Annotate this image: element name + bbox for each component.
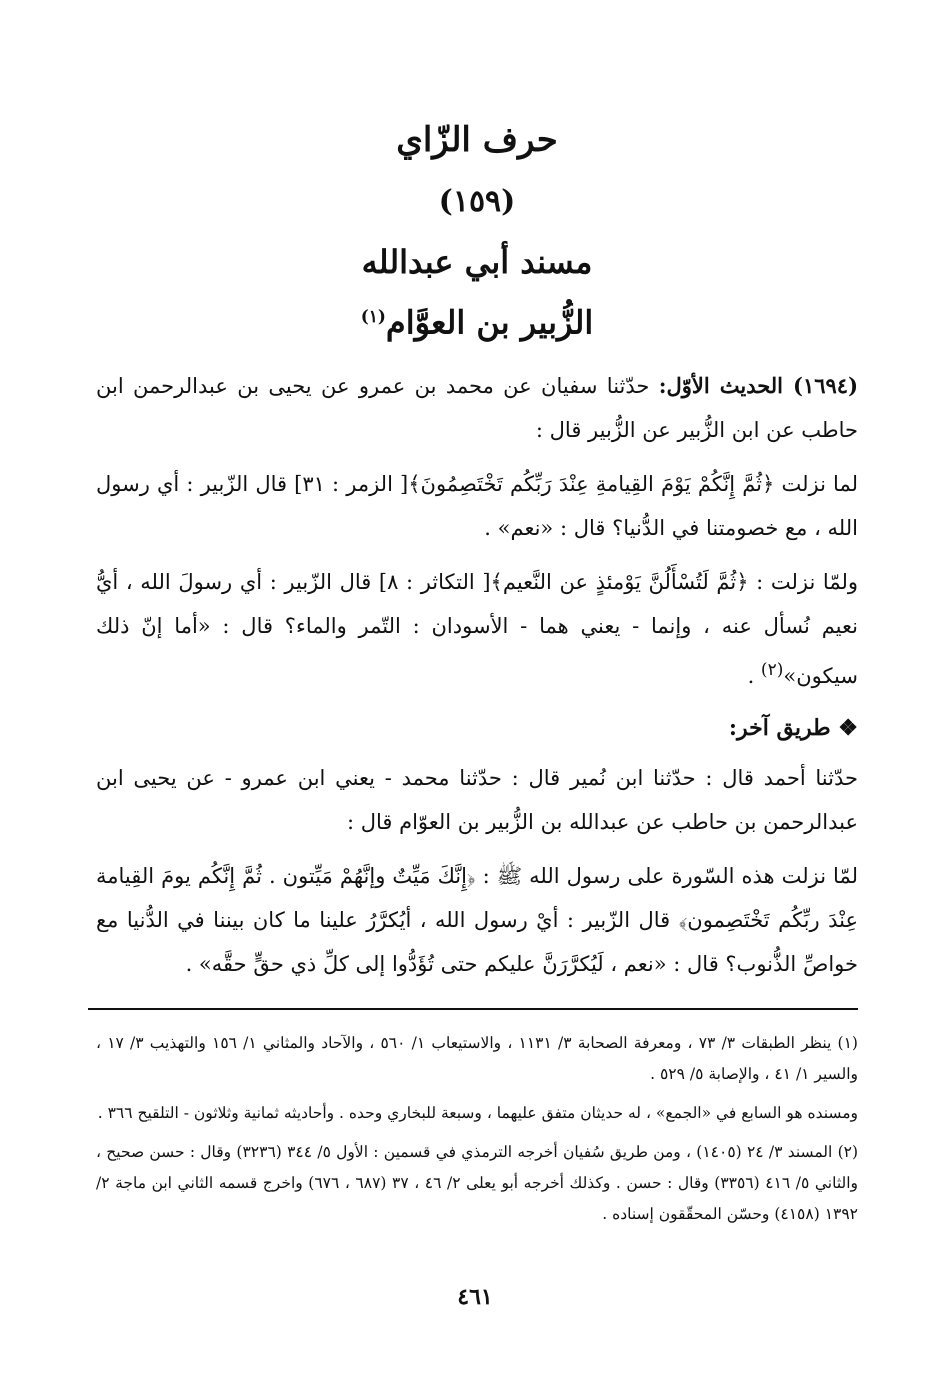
hadith-intro — [96, 364, 858, 452]
other-route-paragraph-1: حدّثنا أحمد قال : حدّثنا ابن نُمير قال : حدّثنا محمد - يعني ابن عمرو - عن يحيى ابن عبدالرحمن بن حاطب عن عبدالله بن الزُّبير بن العوّام قال : — [96, 765, 858, 834]
other-route-heading — [96, 708, 858, 748]
musnad-number: (١٥٩) — [438, 184, 516, 219]
companion-name — [96, 294, 858, 346]
hadith-label: (١٦٩٤) الحديث الأوّل: — [658, 372, 859, 398]
other-route-paragraph-2: لمّا نزلت هذه السّورة على رسول الله ﷺ : ﴿إِنَّكَ مَيِّتٌ وإنَّهُمْ مَيِّتون . ثُمَّ إِنَّكُم يومَ القِيامة عِنْدَ ربِّكُم تَخْتَصِمون﴾ قال الزّبير : أيْ رسول الله ، أيُكرَّرُ علينا ما كان بيننا في الدُّنيا مع خواصِّ الذُّنوب؟ قال : «نعم ، لَيُكرَّرَنَّ عليكم حتى تُؤَدُّوا إلى كلِّ ذي حقٍّ حقَّه» . — [96, 863, 858, 976]
chapter-heading: حرف الزّاي — [396, 120, 558, 160]
footnote-1-continued: ومسنده هو السابع في «الجمع» ، له حديثان متفق عليهما ، وسبعة للبخاري وحده . وأحاديثه ثمانية وثلاثون - التلقيح ٣٦٦ . — [97, 1103, 858, 1122]
footnote-1: (١) ينظر الطبقات ٣/ ٧٣ ، ومعرفة الصحابة ٣/ ١١٣١ ، والاستيعاب ١/ ٥٦٠ ، والآحاد والمثاني ١/ ١٥٦ والتهذيب ٣/ ١٧ ، والسير ١/ ٤١ ، والإصابة ٥/ ٥٢٩ . — [96, 1033, 858, 1083]
companion-name-text: الزُّبير بن العوَّام — [385, 303, 594, 342]
hadith-paragraph-1: لما نزلت ﴿ثُمَّ إِنَّكُمْ يَوْمَ القِيامةِ عِنْدَ رَبِّكُم تَخْتَصِمُونَ﴾[ الزمر : ٣١] قال الزّبير : أي رسول الله ، مع خصومتنا في الدُّنيا؟ قال : «نعم» . — [96, 471, 858, 540]
hadith-intro-text: حدّثنا سفيان عن محمد بن عمرو عن يحيى بن عبدالرحمن ابن حاطب عن ابن الزُّبير عن الزُّبير قال : — [96, 373, 858, 442]
footnote-divider — [88, 1008, 858, 1010]
footnote-ref-1: (١) — [360, 307, 386, 327]
footnote-2: (٢) المسند ٣/ ٢٤ (١٤٠٥) ، ومن طريق سُفيان أخرجه الترمذي في قسمين : الأول ٥/ ٣٤٤ (٣٢٣٦) وقال : حسن صحيح ، والثاني ٥/ ٤١٦ (٣٣٥٦) وقال : حسن . وكذلك أخرجه أبو يعلى ٢/ ٤٦ ، ٣٧ (٦٨٧ ، ٦٧٦) واخرج قسمه الثاني ابن ماجة ٢/ ١٣٩٢ (٤١٥٨) وحسّن المحقّقون إسناده . — [96, 1142, 859, 1223]
ornament-icon: ❖ — [838, 714, 858, 741]
footnote-ref-2: (٢) — [760, 659, 784, 680]
musnad-title: مسند أبي عبدالله — [361, 243, 593, 281]
other-route-title: طريق آخر: — [728, 714, 831, 741]
hadith-paragraph-2 — [96, 560, 858, 698]
hadith-paragraph-2-text: ولمّا نزلت : ﴿ثُمَّ لَتُسْأَلُنَّ يَوْمئذٍ عن النَّعيم﴾[ التكاثر : ٨] قال الزّبير : أي رسولَ الله ، أيُّ نعيم نُسأل عنه ، وإنما - يعني هما - الأسودان : التّمر والماء؟ قال : «أما إنّ ذلك سيكون» — [96, 569, 858, 688]
hadith-paragraph-2-end: . — [747, 663, 761, 688]
page-number: ٤٦١ — [457, 1284, 493, 1310]
